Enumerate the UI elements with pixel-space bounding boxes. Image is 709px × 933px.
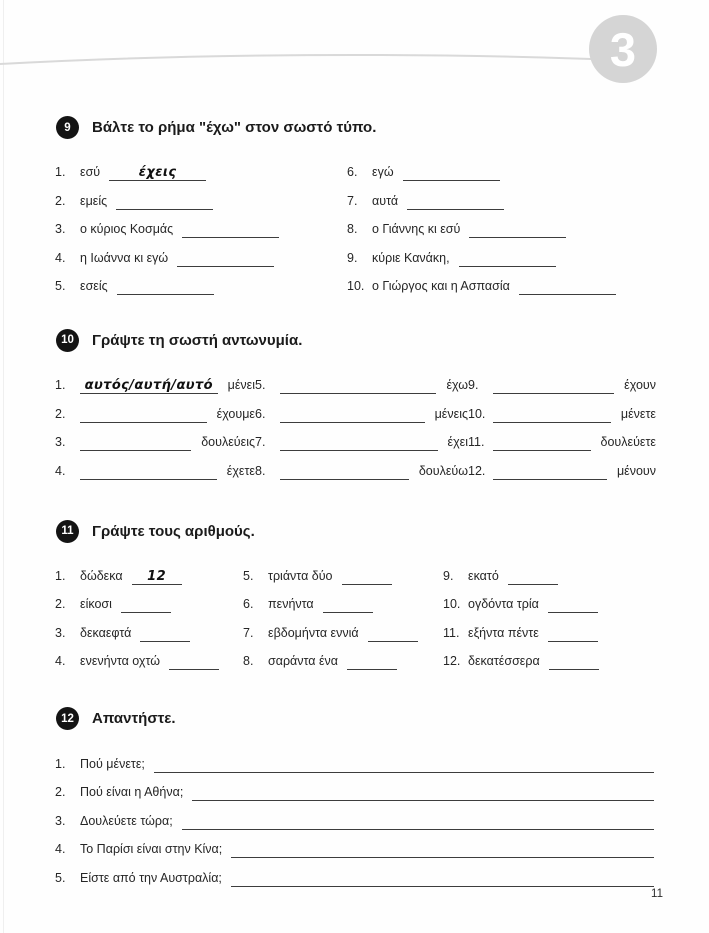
exercise-10-header xyxy=(56,329,656,352)
list-item xyxy=(347,181,656,209)
unit-number-badge: 3 xyxy=(589,15,657,83)
list-item xyxy=(243,642,443,670)
answer-blank[interactable] xyxy=(231,870,654,887)
item-prompt: εσείς xyxy=(80,278,108,293)
answer-blank[interactable] xyxy=(368,625,418,642)
item-number: 4. xyxy=(55,463,66,478)
item-prompt: εσύ xyxy=(80,165,101,180)
answer-blank[interactable] xyxy=(403,164,500,181)
list-item xyxy=(55,830,656,859)
list-item xyxy=(55,181,347,209)
item-number: 5. xyxy=(55,278,66,293)
item-prompt: κύριε Κανάκη, xyxy=(372,250,450,265)
answer-blank[interactable] xyxy=(117,278,214,295)
answer-blank[interactable] xyxy=(493,377,614,394)
list-item xyxy=(243,613,443,641)
list-item xyxy=(443,642,656,670)
list-item xyxy=(255,366,468,394)
item-number: 10. xyxy=(443,597,461,612)
exercise-12-items xyxy=(55,744,656,887)
list-item xyxy=(443,613,656,641)
item-number: 8. xyxy=(255,463,266,478)
item-number: 11. xyxy=(468,435,485,450)
answer-blank[interactable] xyxy=(493,434,591,451)
item-number: 1. xyxy=(55,568,66,583)
item-number: 4. xyxy=(55,842,66,857)
item-number: 10. xyxy=(468,406,486,421)
list-item xyxy=(347,210,656,238)
answer-blank[interactable] xyxy=(116,193,213,210)
item-number: 7. xyxy=(347,193,358,208)
item-prompt: ο Γιώργος και η Ασπασία xyxy=(372,278,510,293)
item-number: 1. xyxy=(55,378,66,393)
item-prompt: σαράντα ένα xyxy=(268,654,339,669)
item-number: 7. xyxy=(243,625,254,640)
list-item xyxy=(55,451,255,479)
item-number: 3. xyxy=(55,435,66,450)
item-prompt: ογδόντα τρία xyxy=(468,597,539,612)
exercise-11-title: Γράψτε τους αριθμούς. xyxy=(92,522,255,540)
item-prompt: τριάντα δύο xyxy=(268,568,333,583)
answer-blank[interactable] xyxy=(519,278,616,295)
list-item xyxy=(468,451,656,479)
item-number: 2. xyxy=(55,406,66,421)
item-prompt: δώδεκα xyxy=(80,568,123,583)
item-prompt: εγώ xyxy=(372,165,394,180)
answer-blank[interactable] xyxy=(280,406,425,423)
exercise-9-header xyxy=(56,116,656,139)
exercise-12 xyxy=(55,707,656,887)
answer-blank[interactable] xyxy=(140,625,190,642)
exercise-10-badge: 10 xyxy=(56,329,79,352)
exercise-11-badge: 11 xyxy=(56,520,79,543)
item-number: 1. xyxy=(55,756,66,771)
item-number: 5. xyxy=(55,871,66,886)
answer-blank[interactable] xyxy=(548,596,598,613)
list-item xyxy=(468,366,656,394)
answer-blank[interactable] xyxy=(459,250,556,267)
answer-blank[interactable] xyxy=(80,406,207,423)
item-prompt: αυτά xyxy=(372,193,399,208)
item-verb: έχουν xyxy=(624,378,656,393)
item-number: 1. xyxy=(55,165,66,180)
answer-blank[interactable] xyxy=(177,250,274,267)
item-prompt: εκατό xyxy=(468,568,499,583)
answer-blank[interactable] xyxy=(169,653,219,670)
item-prompt: πενήντα xyxy=(268,597,314,612)
list-item xyxy=(55,613,243,641)
item-number: 2. xyxy=(55,597,66,612)
item-verb: μένεις xyxy=(434,406,468,421)
item-number: 12. xyxy=(443,654,461,669)
answer-blank[interactable] xyxy=(182,221,279,238)
page-edge-line xyxy=(3,0,4,933)
exercise-12-title: Απαντήστε. xyxy=(92,710,176,728)
list-item xyxy=(55,858,656,887)
item-verb: μένετε xyxy=(620,406,656,421)
answer-blank[interactable] xyxy=(280,434,438,451)
item-number: 8. xyxy=(347,222,358,237)
answer-blank[interactable] xyxy=(132,568,182,585)
item-prompt: εμείς xyxy=(80,193,108,208)
list-item xyxy=(55,267,347,295)
list-item xyxy=(55,744,656,773)
item-verb: μένει xyxy=(227,378,255,393)
answer-blank[interactable] xyxy=(182,813,654,830)
exercise-11-items xyxy=(55,557,656,671)
exercise-10 xyxy=(55,329,656,480)
item-number: 9. xyxy=(443,568,454,583)
item-number: 2. xyxy=(55,193,66,208)
answer-blank[interactable] xyxy=(280,377,436,394)
list-item xyxy=(255,451,468,479)
list-item xyxy=(55,366,255,394)
item-prompt: είκοσι xyxy=(80,597,112,612)
item-number: 2. xyxy=(55,785,66,800)
list-item xyxy=(443,557,656,585)
list-item xyxy=(347,267,656,295)
item-question: Πού είναι η Αθήνα; xyxy=(80,785,184,800)
exercise-9-badge: 9 xyxy=(56,116,79,139)
item-number: 5. xyxy=(255,378,266,393)
item-number: 10. xyxy=(347,278,365,293)
exercise-10-items xyxy=(55,366,656,480)
item-number: 5. xyxy=(243,568,254,583)
item-prompt: ο Γιάννης κι εσύ xyxy=(372,222,461,237)
list-item xyxy=(55,153,347,181)
item-number: 3. xyxy=(55,222,66,237)
item-verb: έχω xyxy=(446,378,468,393)
list-item xyxy=(243,585,443,613)
item-number: 6. xyxy=(243,597,254,612)
answer-blank[interactable] xyxy=(121,596,171,613)
item-question: Είστε από την Αυστραλία; xyxy=(80,871,222,886)
list-item xyxy=(468,423,656,451)
exercise-11 xyxy=(55,520,656,671)
list-item xyxy=(443,585,656,613)
item-question: Πού μένετε; xyxy=(80,756,145,771)
page-content xyxy=(55,116,656,887)
answer-blank[interactable] xyxy=(493,463,607,480)
item-number: 3. xyxy=(55,625,66,640)
item-number: 7. xyxy=(255,435,266,450)
item-number: 4. xyxy=(55,654,66,669)
list-item xyxy=(55,238,347,266)
answer-blank[interactable] xyxy=(154,756,654,773)
exercise-9 xyxy=(55,116,656,295)
list-item xyxy=(255,394,468,422)
item-verb: μένουν xyxy=(616,463,656,478)
item-prompt: εξήντα πέντε xyxy=(468,625,539,640)
answer-blank[interactable] xyxy=(231,841,654,858)
item-verb: έχετε xyxy=(226,463,255,478)
list-item xyxy=(243,557,443,585)
handwritten-answer: έχεις xyxy=(138,165,177,181)
exercise-10-title: Γράψτε τη σωστή αντωνυμία. xyxy=(92,331,303,349)
answer-blank[interactable] xyxy=(347,653,397,670)
item-verb: έχουμε xyxy=(216,406,255,421)
list-item xyxy=(55,585,243,613)
list-item xyxy=(55,210,347,238)
answer-blank[interactable] xyxy=(280,463,409,480)
item-number: 8. xyxy=(243,654,254,669)
list-item xyxy=(55,394,255,422)
answer-blank[interactable] xyxy=(80,434,191,451)
item-number: 11. xyxy=(443,625,460,640)
item-prompt: η Ιωάννα κι εγώ xyxy=(80,250,169,265)
answer-blank[interactable] xyxy=(323,596,373,613)
answer-blank[interactable] xyxy=(192,784,654,801)
list-item xyxy=(347,153,656,181)
exercise-11-header xyxy=(56,520,656,543)
page-number: 11 xyxy=(651,888,663,900)
exercise-9-title: Βάλτε το ρήμα "έχω" στον σωστό τύπο. xyxy=(92,119,377,136)
answer-blank[interactable] xyxy=(549,653,599,670)
item-prompt: ο κύριος Κοσμάς xyxy=(80,222,174,237)
item-number: 6. xyxy=(255,406,266,421)
list-item xyxy=(55,801,656,830)
item-number: 6. xyxy=(347,165,358,180)
answer-blank[interactable] xyxy=(80,377,218,394)
list-item xyxy=(55,557,243,585)
answer-blank[interactable] xyxy=(493,406,611,423)
exercise-9-items xyxy=(55,153,656,295)
answer-blank[interactable] xyxy=(80,463,217,480)
handwritten-answer: αυτός/αυτή/αυτό xyxy=(84,378,213,394)
exercise-12-header xyxy=(56,707,656,730)
answer-blank[interactable] xyxy=(109,164,206,181)
item-number: 9. xyxy=(468,378,479,393)
item-question: Το Παρίσι είναι στην Κίνα; xyxy=(80,842,223,857)
answer-blank[interactable] xyxy=(342,568,392,585)
answer-blank[interactable] xyxy=(508,568,558,585)
item-number: 9. xyxy=(347,250,358,265)
list-item xyxy=(55,773,656,802)
handwritten-answer: 12 xyxy=(147,568,167,584)
item-prompt: δεκαεφτά xyxy=(80,625,132,640)
answer-blank[interactable] xyxy=(407,193,504,210)
exercise-12-badge: 12 xyxy=(56,707,79,730)
item-verb: δουλεύω xyxy=(418,463,468,478)
item-number: 3. xyxy=(55,813,66,828)
answer-blank[interactable] xyxy=(548,625,598,642)
answer-blank[interactable] xyxy=(469,221,566,238)
item-prompt: εβδομήντα εννιά xyxy=(268,625,359,640)
item-number: 4. xyxy=(55,250,66,265)
item-verb: δουλεύεις xyxy=(201,435,255,450)
item-verb: δουλεύετε xyxy=(600,435,656,450)
item-verb: έχει xyxy=(447,435,468,450)
list-item xyxy=(255,423,468,451)
list-item xyxy=(468,394,656,422)
list-item xyxy=(55,642,243,670)
item-number: 12. xyxy=(468,463,486,478)
item-prompt: ενενήντα οχτώ xyxy=(80,654,161,669)
item-question: Δουλεύετε τώρα; xyxy=(80,813,173,828)
list-item xyxy=(347,238,656,266)
list-item xyxy=(55,423,255,451)
item-prompt: δεκατέσσερα xyxy=(468,654,540,669)
